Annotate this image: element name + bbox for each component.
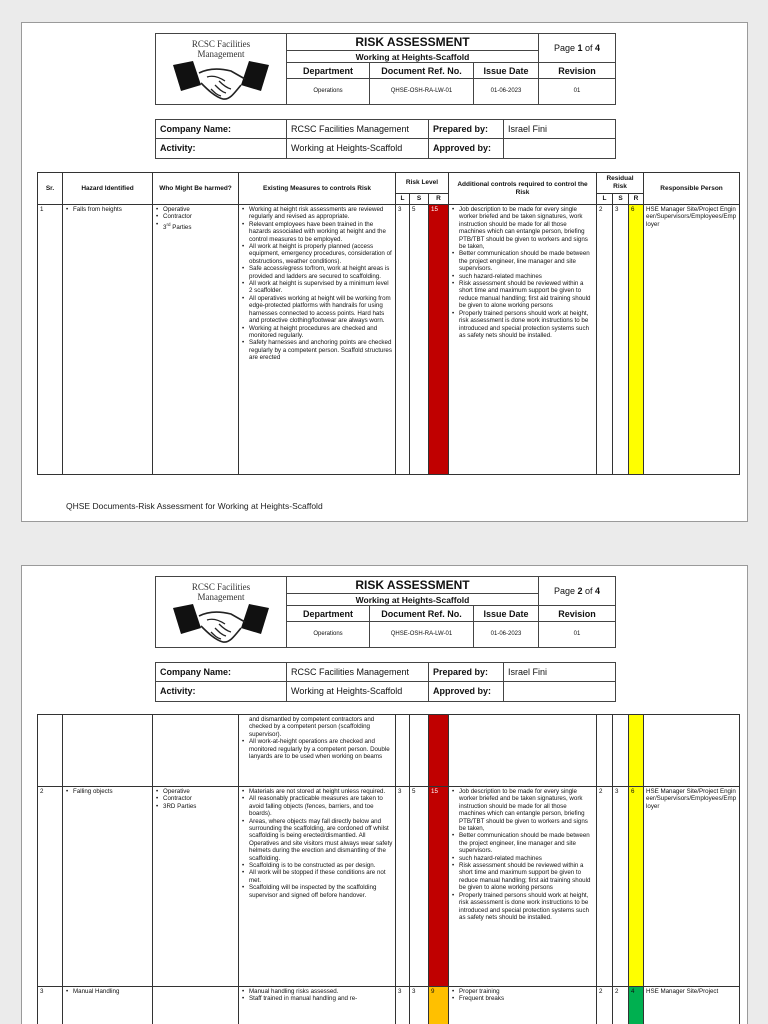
document-meta: Department Operations Document Ref. No. QHSE-OSH-RA-LW-01 Issue Date 01-06-2023 Revision 01 (287, 605, 615, 647)
issue-date-value: 01-06-2023 (490, 88, 522, 94)
company-name: RCSC Facilities Management (287, 120, 429, 138)
residual-rating: 6 (629, 205, 644, 475)
activity-name: Working at Heights-Scaffold (287, 139, 429, 158)
col-sr: Sr. (38, 173, 63, 205)
document-header (155, 576, 616, 648)
document-subtitle: Working at Heights-Scaffold (287, 50, 538, 62)
col-hazard: Hazard Identified (63, 173, 153, 205)
company-logo (156, 34, 287, 104)
document-meta: Department Operations Document Ref. No. QHSE-OSH-RA-LW-01 Issue Date 01-06-2023 Revision 01 (287, 62, 615, 104)
page-number: Page 1 of 4 (553, 43, 601, 53)
risk-table-page-1: Sr. Hazard Identified Who Might Be harmed? Existing Measures to controls Risk Risk Level Additional controls required to control the Risk Residual Risk Responsible Person L S R L S R 1 • Falls from heights • Operative • Contractor • 3rd Parties • Working at height risk assessments are reviewed regularly and revised as appropriate. • Relevant employees have been trained in the hazards associated with working at height and the control measures to be employed. • All work at height is properly planned (access equipment, emergency procedures, consideration of obstructions, weather conditions). • Safe access/egress to/from, work at height areas is provided and ladders are secured to scaffolding. • All work at height is supervised by a minimum level 2 scaffolder. • All operatives working at height will be working from edge-protected platforms with handrails for using harnesses connected to access points. Hard hats and protective clothing/footwear are always worn. • Working at height procedures are checked and monitored regularly. • Safety harnesses and anchoring points are checked regularly by a competent person. Scaffold structures are erected 3 5 15 • Job description to be made for every single worker briefed and be taken signatures, work instruction should be made for all those machines which can entangle person, briefing PTB/TBT should be given to workers and signs be taken, • Better communication should be made between the project engineer, line manager and site supervisors. • such hazard-related machines • Risk assessment should be reviewed within a short time and maximum support be given to reduce manual handling; first aid training should be given to alone working persons • Properly trained persons should work at height, risk assessment is done work instructions to be introduced and special protection systems such as safety nets should be installed. 2 3 6 HSE Manager Site/Project Engineer/Supervisors/Employees/Employer (37, 172, 740, 475)
page-footer: QHSE Documents-Risk Assessment for Working at Heights-Scaffold (66, 501, 323, 511)
approved-by (504, 139, 615, 158)
responsible-person: HSE Manager Site/Project Engineer/Supervisors/Employees/Employer (644, 205, 740, 475)
company-info: Company Name: RCSC Facilities Management Prepared by: Israel Fini Activity: Working at Heights-Scaffold Approved by: (155, 119, 616, 159)
table-row: 1 • Falls from heights • Operative • Contractor • 3rd Parties • Working at height risk assessments are reviewed regularly and revised as appropriate. • Relevant employees have been trained in the hazards associated with working at height and the control measures to be employed. • All work at height is properly planned (access equipment, emergency procedures, consideration of obstructions, weather conditions). • Safe access/egress to/from, work at height areas is provided and ladders are secured to scaffolding. • All work at height is supervised by a minimum level 2 scaffolder. • All operatives working at height will be working from edge-protected platforms with handrails for using harnesses connected to access points. Hard hats and protective clothing/footwear are always worn. • Working at height procedures are checked and monitored regularly. • Safety harnesses and anchoring points are checked regularly by a competent person. Scaffold structures are erected 3 5 15 • Job description to be made for every single worker briefed and be taken signatures, work instruction should be made for all those machines which can entangle person, briefing PTB/TBT should be given to workers and signs be taken, • Better communication should be made between the project engineer, line manager and site supervisors. • such hazard-related machines • Risk assessment should be reviewed within a short time and maximum support be given to reduce manual handling; first aid training should be given to alone working persons • Properly trained persons should work at height, risk assessment is done work instructions to be introduced and special protection systems such as safety nets should be installed. 2 3 6 HSE Manager Site/Project Engineer/Supervisors/Employees/Employer (38, 205, 740, 475)
risk-rating-high (429, 715, 449, 787)
col-residual: Residual Risk (597, 173, 644, 194)
logo-line-1: RCSC Facilities (191, 39, 251, 49)
col-existing: Existing Measures to controls Risk (239, 173, 396, 205)
title-block (287, 34, 539, 62)
responsible-person: HSE Manager Site/Project Engineer/Supervisors/Employees/Employer (644, 787, 740, 987)
hazard-text: • Falling objects (65, 788, 150, 795)
col-who: Who Might Be harmed? (153, 173, 239, 205)
logo-line-2: Management (197, 49, 245, 59)
document-page-2 (21, 565, 748, 1024)
risk-rating-high: 15 (429, 787, 449, 987)
handshake-icon (171, 59, 271, 103)
hazard-text: • Manual Handling (65, 988, 150, 995)
prepared-by: Israel Fini (508, 124, 548, 134)
page-number: Page 2 of 4 (553, 586, 601, 596)
revision-value: 01 (573, 88, 581, 94)
department-value: Operations (313, 88, 343, 94)
document-header (155, 33, 616, 105)
title-block: RISK ASSESSMENT Working at Heights-Scaffold (287, 577, 539, 605)
risk-rating-medium: 9 (429, 987, 449, 1024)
responsible-person: HSE Manager Site/Project (644, 987, 740, 1024)
who-third-parties: • 3rd Parties (155, 221, 236, 231)
table-row: 3 • Manual Handling • Manual handling risks assessed. • Staff trained in manual handling and re- 3 3 9 • Proper training • Frequent breaks 2 2 4 HSE Manager Site/Project (38, 987, 740, 1024)
table-row: 2 • Falling objects • Operative • Contractor • 3RD Parties • Materials are not stored at height unless required. • All reasonably practicable measures are taken to avoid falling objects (fences, barriers, and toe boards). • Areas, where objects may fall directly below and surrounding the scaffolding, are cordoned off whilst scaffolding is being erected/dismantled. All Operatives and site visitors must always wear safety helmets during the erection and dismantling of the scaffolding. • Scaffolding is to be constructed as per design. • All work will be stopped if these conditions are not met. • Scaffolding will be inspected by the scaffolding supervisor and signed off before handover. 3 5 15 • Job description to be made for every single worker briefed and be taken signatures, work instruction should be made for all those machines which can entangle person, briefing PTB/TBT should be given to workers and signs be taken, • Better communication should be made between the project engineer, line manager and site supervisors. • such hazard-related machines • Risk assessment should be reviewed within a short time and maximum support be given to reduce manual handling; first aid training should be given to alone working persons • Properly trained persons should work at height, risk assessment is done work instructions to be introduced and special protection systems such as safety nets should be installed. 2 3 6 HSE Manager Site/Project Engineer/Supervisors/Employees/Employer (38, 787, 740, 987)
hazard-text: • Falls from heights (65, 206, 150, 213)
risk-rating-high: 15 (429, 205, 449, 475)
residual-rating: 6 (629, 787, 644, 987)
col-risk-level: Risk Level (396, 173, 449, 194)
company-logo: RCSC Facilities Management (156, 577, 287, 647)
handshake-icon (171, 602, 271, 646)
residual-rating (629, 715, 644, 787)
residual-rating-low: 4 (629, 987, 644, 1024)
document-title: RISK ASSESSMENT (355, 35, 470, 49)
risk-table-page-2 (37, 714, 740, 1024)
col-additional: Additional controls required to control the Risk (449, 173, 597, 205)
docref-value: QHSE-OSH-RA-LW-01 (390, 88, 453, 94)
table-row: and dismantled by competent contractors and checked by a competent person (scaffolding supervisor). • All work-at-height operations are checked and monitored regularly by a competent person. Double lanyards are to be used when working on beams (38, 715, 740, 787)
document-page-1 (21, 22, 748, 522)
company-info: Company Name: RCSC Facilities Management Prepared by: Israel Fini Activity: Working at Heights-Scaffold Approved by: (155, 662, 616, 702)
col-responsible: Responsible Person (644, 173, 740, 205)
